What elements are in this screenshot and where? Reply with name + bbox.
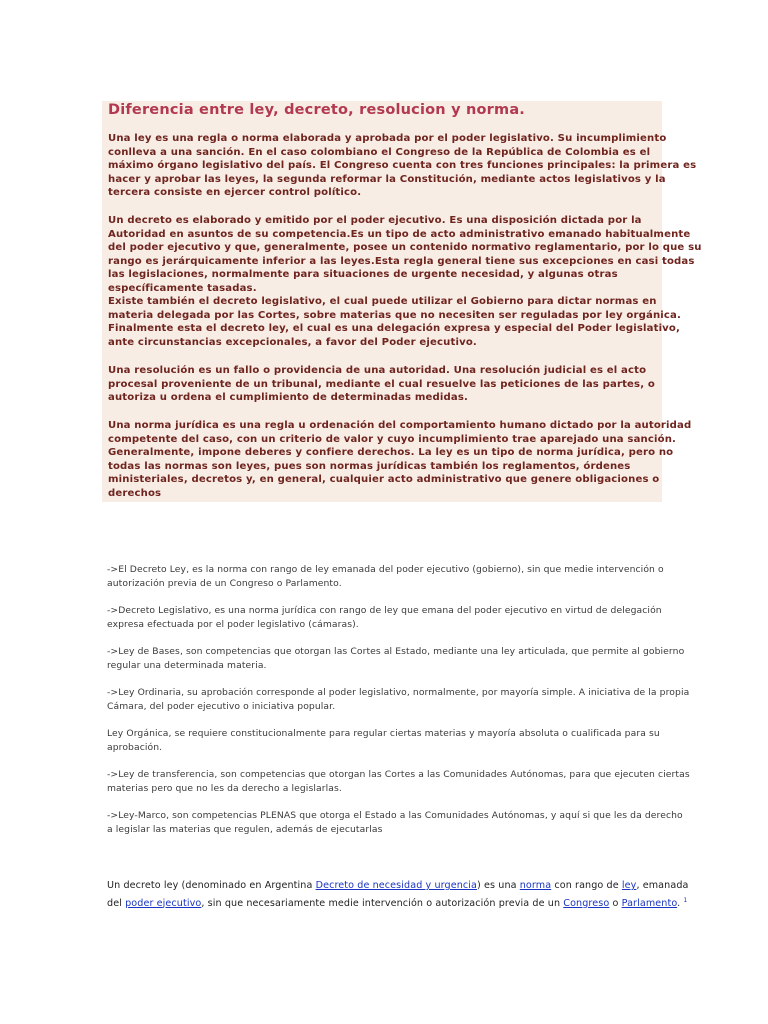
list-item [107, 809, 683, 837]
text-line: ante circunstancias excepcionales, a favor del Poder ejecutivo. [108, 336, 477, 348]
text-line: Existe también el decreto legislativo, el cual puede utilizar el Gobierno para dictar normas en [108, 296, 657, 307]
paragraph-decreto [108, 214, 702, 349]
list-item [107, 563, 664, 591]
paragraph-norma [108, 419, 692, 500]
text-line: las legislaciones, normalmente para situaciones de urgente necesidad, y algunas otras [108, 269, 618, 280]
text-line: ->Ley de transferencia, son competencias que otorgan las Cortes a las Comunidades Autónomas, para que ejecuten ciertas [107, 769, 690, 780]
text-fragment: , sin que necesariamente medie intervención o autorización previa de un [201, 897, 564, 909]
text-line: aprobación. [107, 742, 163, 753]
text-line: autorización previa de un Congreso o Parlamento. [107, 578, 342, 589]
text-line: Generalmente, impone deberes y confiere derechos. La ley es un tipo de norma jurídica, pero no [108, 447, 674, 458]
text-line: máximo órgano legislativo del país. El Congreso cuenta con tres funciones principales: la primera es [108, 160, 697, 171]
text-fragment: del [107, 897, 126, 909]
list-item [107, 768, 690, 796]
text-line: ->Ley de Bases, son competencias que otorgan las Cortes al Estado, mediante una ley articulada, que permite al gobierno [107, 646, 685, 657]
text-line: derechos [108, 487, 162, 499]
text-fragment: , emanada [636, 880, 689, 891]
text-line: competente del caso, con un criterio de valor y cuyo incumplimiento trae aparejado una sanción. [108, 433, 677, 445]
article-title: Diferencia entre ley, decreto, resolucion y norma. [108, 102, 526, 118]
decreto-ley-definition [107, 879, 689, 911]
highlighted-article-box [102, 101, 702, 502]
paragraph-resolucion [108, 364, 660, 405]
link-poder-ejecutivo[interactable]: poder ejecutivo [125, 897, 202, 909]
text-line: tercera consiste en ejercer control político. [108, 187, 362, 198]
text-fragment: Un decreto ley (denominado en Argentina [107, 880, 316, 891]
text-line: Cámara, del poder ejecutivo o iniciativa popular. [107, 701, 336, 712]
text-line: Una resolución es un fallo o providencia de una autoridad. Una resolución judicial es el acto [108, 365, 647, 376]
text-line: ->Ley Ordinaria, su aprobación corresponde al poder legislativo, normalmente, por mayoría simple. A iniciativa de la propia [107, 687, 690, 698]
text-line: Un decreto es elaborado y emitido por el poder ejecutivo. Es una disposición dictada por la [108, 215, 642, 226]
text-line: Una norma jurídica es una regla u ordenación del comportamiento humano dictado por la autoridad [108, 420, 692, 431]
text-line [107, 879, 689, 894]
text-line: autoriza u ordena el cumplimiento de determinadas medidas. [108, 392, 468, 403]
text-line: expresa efectuada por el poder legislativo (cámaras). [107, 619, 359, 630]
text-fragment: o [609, 897, 622, 909]
text-line [107, 894, 689, 912]
list-item [107, 686, 689, 714]
text-line: ->Decreto Legislativo, es una norma jurídica con rango de ley que emana del poder ejecutivo en virtud de delegación [107, 605, 662, 616]
list-item [107, 645, 684, 673]
reference-marker[interactable]: 1 [683, 896, 688, 904]
link-parlamento[interactable]: Parlamento [621, 897, 678, 909]
text-line: a legislar las materias que regulen, además de ejecutarlas [107, 824, 383, 835]
text-line: Finalmente esta el decreto ley, el cual es una delegación expresa y especial del Poder legislativo, [108, 323, 680, 334]
link-ley[interactable]: ley [621, 880, 637, 891]
text-line: ->El Decreto Ley, es la norma con rango de ley emanada del poder ejecutivo (gobierno), sin que medie intervención o [107, 564, 664, 575]
text-line: del poder ejecutivo y que, generalmente, posee un contenido normativo reglamentario, por lo que su [108, 242, 702, 253]
text-fragment: ) es una [477, 880, 520, 891]
text-line: específicamente tasadas. [108, 282, 257, 294]
text-line: ->Ley-Marco, son competencias PLENAS que otorga el Estado a las Comunidades Autónomas, y aquí si que les da derecho [107, 810, 683, 821]
text-line: Ley Orgánica, se requiere constitucionalmente para regular ciertas materias y mayoría absoluta o cualificada para su [107, 728, 660, 739]
link-decreto-necesidad-urgencia[interactable]: Decreto de necesidad y urgencia [315, 880, 478, 891]
text-fragment: . [677, 897, 684, 909]
link-norma[interactable]: norma [519, 880, 552, 891]
text-line: todas las normas son leyes, pues son normas jurídicas también los reglamentos, órdenes [108, 460, 631, 472]
text-line: ministeriales, decretos y, en general, cualquier acto administrativo que genere obligaciones o [108, 474, 660, 485]
text-line: hacer y aprobar las leyes, la segunda reformar la Constitución, mediante actos legislativos y la [108, 173, 666, 185]
text-line: rango es jerárquicamente inferior a las leyes.Esta regla general tiene sus excepciones en casi todas [108, 255, 695, 267]
text-line: Autoridad en asuntos de su competencia.Es un tipo de acto administrativo emanado habitualmente [108, 228, 691, 240]
list-item [107, 604, 662, 632]
text-line: procesal proveniente de un tribunal, mediante el cual resuelve las peticiones de las partes, o [108, 378, 655, 390]
text-fragment: con rango de [551, 880, 622, 891]
link-congreso[interactable]: Congreso [563, 897, 610, 909]
paragraph-ley [108, 132, 697, 200]
text-line: materias pero que no les da derecho a legislarlas. [107, 783, 342, 794]
text-line: materia delegada por las Cortes, sobre materias que no necesiten ser reguladas por ley orgánica. [108, 309, 681, 321]
text-line: Una ley es una regla o norma elaborada y aprobada por el poder legislativo. Su incumplimiento [108, 133, 667, 144]
text-line: conlleva a una sanción. En el caso colombiano el Congreso de la República de Colombia es el [108, 146, 651, 158]
list-item [107, 727, 660, 755]
text-line: regular una determinada materia. [107, 660, 267, 671]
